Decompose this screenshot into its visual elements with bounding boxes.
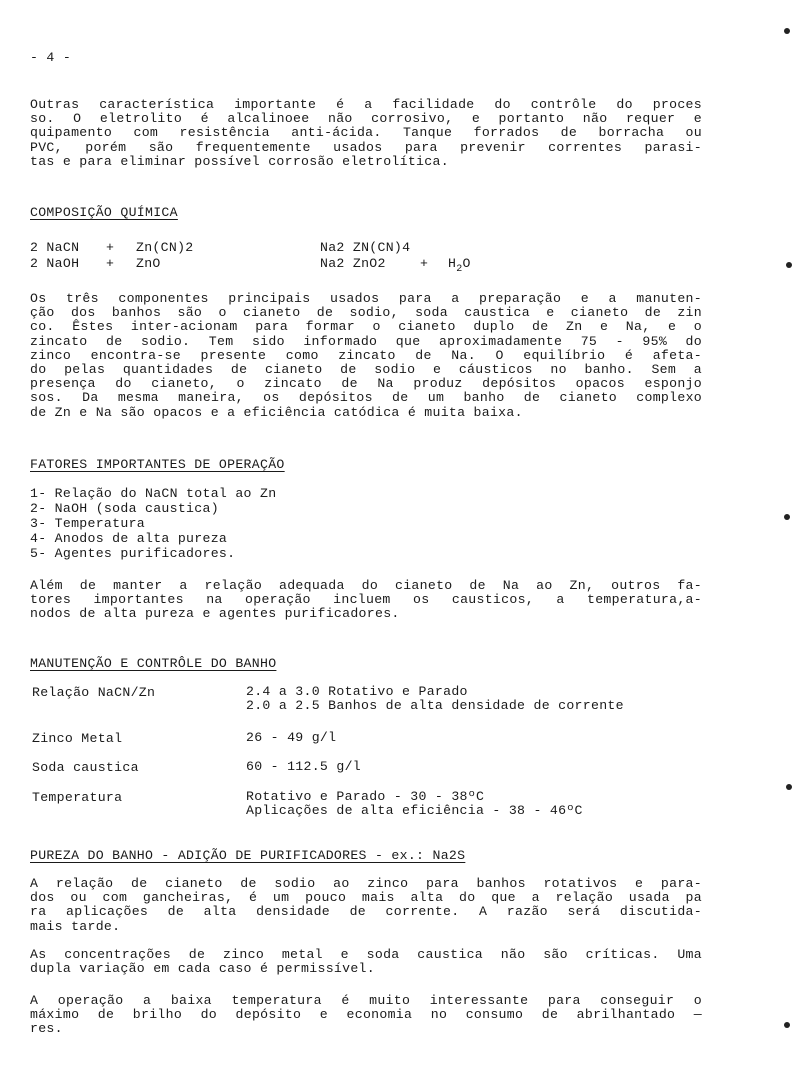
scan-dot — [786, 262, 792, 268]
text-line: do pelas quantidades de cianeto de sodio e cáusticos no banho. Sem a — [30, 362, 702, 378]
scan-dot — [784, 28, 790, 34]
text-line: ção dos banhos são o cianeto de sodio, soda caustica e cianeto de zin — [30, 305, 702, 321]
section-heading-maintenance: MANUTENÇÃO E CONTRÔLE DO BANHO — [30, 656, 277, 671]
purity-paragraph-1 — [30, 877, 702, 934]
plus-sign: + — [106, 256, 115, 271]
param-value: 2.4 a 3.0 Rotativo e Parado — [246, 684, 468, 699]
scan-dot — [786, 784, 792, 790]
factors-list — [30, 486, 702, 561]
text-line: máximo de brilho do depósito e economia no consumo de abrilhantado — — [30, 1007, 702, 1023]
list-item: 4- Anodos de alta pureza — [30, 531, 228, 546]
plus-sign: + — [420, 256, 429, 271]
param-value: Rotativo e Parado - 30 - 38ºC — [246, 789, 485, 804]
param-value: 60 - 112.5 g/l — [246, 759, 361, 774]
section-heading-factors: FATORES IMPORTANTES DE OPERAÇÃO — [30, 457, 285, 472]
text-line: As concentrações de zinco metal e soda caustica não são críticas. Uma — [30, 947, 702, 962]
product: Na2 ZN(CN)4 — [320, 240, 411, 255]
text-line: A operação a baixa temperatura é muito interessante para conseguir o — [30, 993, 702, 1008]
intro-paragraph — [30, 98, 702, 169]
scan-dot — [784, 1022, 790, 1028]
param-label: Temperatura — [32, 790, 123, 805]
param-label: Soda caustica — [32, 760, 139, 775]
text-line: sos. Da mesma maneira, os depósitos de um banho de cianeto complexo — [30, 390, 702, 406]
text-line: tas e para eliminar possível corrosão eletrolítica. — [30, 153, 449, 169]
section-heading-composition: COMPOSIÇÃO QUÍMICA — [30, 205, 178, 220]
text-line: Os três componentes principais usados para a preparação e a manuten- — [30, 291, 702, 306]
param-label: Zinco Metal — [32, 731, 123, 746]
text-line: Outras característica importante é a facilidade do contrôle do proces — [30, 97, 702, 112]
text-line: dupla variação em cada caso é permissível. — [30, 961, 375, 977]
purity-paragraph-2 — [30, 948, 702, 976]
element-h: H — [448, 256, 457, 271]
list-item: 5- Agentes purificadores. — [30, 546, 236, 561]
text-line: zinco encontra-se presente como zincato de Na. O equilíbrio é afeta- — [30, 347, 702, 363]
water-formula — [448, 256, 471, 275]
text-line: A relação de cianeto de sodio ao zinco para banhos rotativos e para- — [30, 876, 702, 891]
text-line: quipamento com resistência anti-ácida. Tanque forrados de borracha ou — [30, 125, 702, 141]
text-line: tores importantes na operação incluem os causticos, a temperatura,a- — [30, 592, 702, 608]
list-item: 1- Relação do NaCN total ao Zn — [30, 486, 277, 501]
text-line: PVC, porém são frequentemente usados para prevenir correntes parasi- — [30, 139, 702, 155]
purity-paragraph-3 — [30, 994, 702, 1037]
subscript: 2 — [456, 264, 463, 275]
reactant: Zn(CN)2 — [136, 240, 194, 255]
reactant: ZnO — [136, 256, 161, 271]
section-heading-purity: PUREZA DO BANHO - ADIÇÃO DE PURIFICADORES - ex.: Na2S — [30, 848, 466, 863]
text-line: de Zn e Na são opacos e a eficiência catódica é muita baixa. — [30, 404, 523, 420]
reactant: 2 NaOH — [30, 256, 80, 271]
list-item: 2- NaOH (soda caustica) — [30, 501, 219, 516]
text-line: Além de manter a relação adequada do cianeto de Na ao Zn, outros fa- — [30, 578, 702, 593]
text-line: mais tarde. — [30, 918, 121, 934]
text-line: co. Êstes inter-acionam para formar o cianeto duplo de Zn e Na, e o — [30, 319, 702, 335]
reactant: 2 NaCN — [30, 240, 80, 255]
product: Na2 ZnO2 — [320, 256, 386, 271]
text-line: so. O eletrolito é alcalinoee não corrosivo, e portanto não requer e — [30, 111, 702, 127]
text-line: dos ou com gancheiras, é um pouco mais alta do que a relação usada pa — [30, 890, 702, 906]
scan-dot — [784, 514, 790, 520]
text-line: ra aplicações de alta densidade de corrente. A razão será discutida- — [30, 904, 702, 920]
param-value: 2.0 a 2.5 Banhos de alta densidade de corrente — [246, 698, 624, 713]
param-value: 26 - 49 g/l — [246, 730, 337, 745]
param-value: Aplicações de alta eficiência - 38 - 46ºC — [246, 803, 583, 818]
plus-sign: + — [106, 240, 115, 255]
list-item: 3- Temperatura — [30, 516, 145, 531]
param-label: Relação NaCN/Zn — [32, 685, 156, 700]
page-number: - 4 - — [30, 50, 72, 65]
factors-paragraph — [30, 579, 702, 622]
text-line: res. — [30, 1021, 63, 1037]
element-o: O — [462, 256, 471, 271]
composition-paragraph — [30, 292, 702, 420]
text-line: presença do cianeto, o zincato de Na produz depósitos opacos esponjo — [30, 376, 702, 392]
text-line: nodos de alta pureza e agentes purificadores. — [30, 606, 400, 622]
text-line: zincato de sodio. Tem sido informado que aproximadamente 75 - 95% do — [30, 333, 702, 349]
